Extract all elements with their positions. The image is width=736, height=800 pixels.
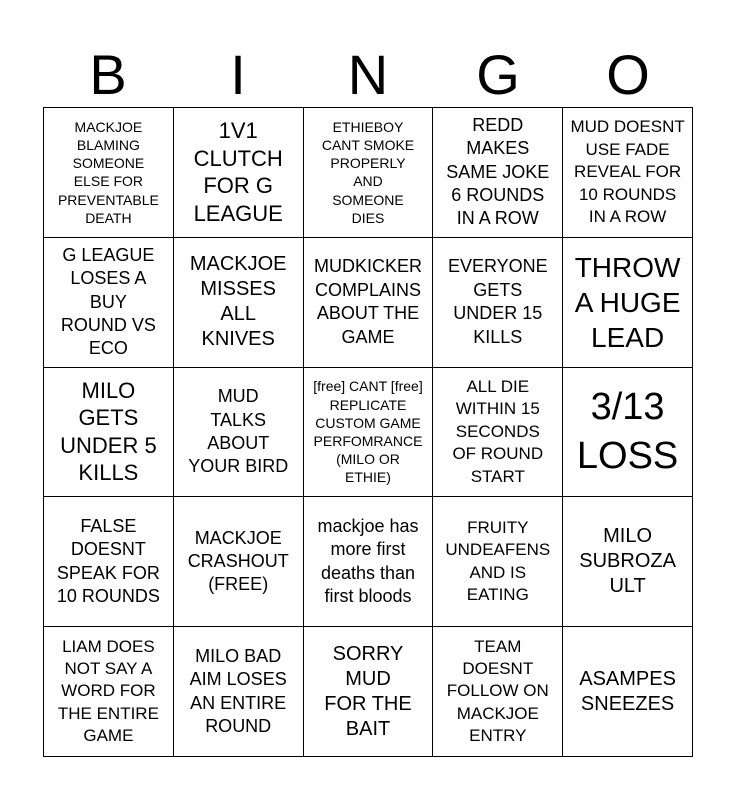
bingo-cell-text: MILO SUBROZA ULT — [579, 525, 676, 598]
bingo-cell[interactable] — [304, 238, 434, 368]
bingo-cell-text: mackjoe has more first deaths than first bloods — [317, 516, 419, 607]
bingo-cell-text: MUD DOESNT USE FADE REVEAL FOR 10 ROUNDS IN A ROW — [570, 117, 685, 227]
bingo-cell-text: MUD TALKS ABOUT YOUR BIRD — [188, 386, 289, 477]
bingo-cell[interactable] — [44, 368, 174, 498]
bingo-cell[interactable] — [433, 497, 563, 627]
bingo-cell[interactable] — [433, 627, 563, 757]
bingo-cell-text: TEAM DOESNT FOLLOW ON MACKJOE ENTRY — [446, 636, 549, 746]
bingo-board — [43, 107, 693, 757]
header-letter-g: G — [476, 43, 520, 106]
bingo-header — [43, 42, 693, 108]
bingo-cell[interactable] — [433, 238, 563, 368]
bingo-cell-text: EVERYONE GETS UNDER 15 KILLS — [447, 256, 548, 347]
bingo-cell-text: MACKJOE BLAMING SOMEONE ELSE FOR PREVENTABLE DEATH — [57, 118, 159, 226]
bingo-cell[interactable] — [563, 497, 693, 627]
bingo-cell[interactable] — [174, 108, 304, 238]
bingo-cell[interactable] — [433, 368, 563, 498]
bingo-cell[interactable] — [304, 368, 434, 498]
bingo-cell-text: MILO BAD AIM LOSES AN ENTIRE ROUND — [189, 645, 287, 736]
bingo-cell-text: THROW A HUGE LEAD — [574, 251, 681, 353]
bingo-cell-text: 1V1 CLUTCH FOR G LEAGUE — [193, 118, 283, 226]
bingo-cell-text: ALL DIE WITHIN 15 SECONDS OF ROUND START — [452, 376, 544, 486]
header-letter-b: B — [89, 43, 127, 106]
bingo-cell-text: G LEAGUE LOSES A BUY ROUND VS ECO — [60, 244, 156, 359]
bingo-cell[interactable] — [304, 497, 434, 627]
bingo-cell-text: REDD MAKES SAME JOKE 6 ROUNDS IN A ROW — [446, 114, 550, 229]
bingo-cell[interactable] — [44, 238, 174, 368]
bingo-cell-text: MILO GETS UNDER 5 KILLS — [60, 377, 157, 486]
bingo-cell-text: SORRY MUD FOR THE BAIT — [324, 642, 412, 740]
bingo-cell-text: [free] CANT [free] REPLICATE CUSTOM GAME PERFOMRANCE (MILO OR ETHIE) — [313, 378, 423, 486]
bingo-cell[interactable] — [563, 238, 693, 368]
header-letter-o: O — [606, 43, 650, 106]
bingo-cell[interactable] — [44, 108, 174, 238]
bingo-cell-text: FALSE DOESNT SPEAK FOR 10 ROUNDS — [56, 516, 160, 607]
bingo-cell[interactable] — [563, 627, 693, 757]
bingo-cell-text: ASAMPES SNEEZES — [579, 667, 676, 715]
header-letter-n: N — [347, 43, 389, 106]
bingo-cell-text: ETHIEBOY CANT SMOKE PROPERLY AND SOMEONE DIES — [321, 118, 415, 226]
bingo-cell-text: MACKJOE MISSES ALL KNIVES — [189, 253, 287, 351]
bingo-cell[interactable] — [174, 627, 304, 757]
bingo-cell-text: FRUITY UNDEAFENS AND IS EATING — [445, 517, 551, 605]
bingo-cell[interactable] — [174, 238, 304, 368]
bingo-cell[interactable] — [304, 627, 434, 757]
bingo-cell-text: LIAM DOES NOT SAY A WORD FOR THE ENTIRE GAME — [57, 636, 159, 746]
bingo-cell-text: MACKJOE CRASHOUT (FREE) — [187, 527, 289, 595]
bingo-cell[interactable] — [44, 627, 174, 757]
header-letter-i: I — [230, 43, 246, 106]
bingo-cell-text: 3/13 LOSS — [576, 385, 679, 477]
bingo-cell[interactable] — [174, 368, 304, 498]
bingo-cell[interactable] — [44, 497, 174, 627]
bingo-cell[interactable] — [304, 108, 434, 238]
bingo-cell-text: MUDKICKER COMPLAINS ABOUT THE GAME — [313, 256, 422, 347]
bingo-cell[interactable] — [563, 108, 693, 238]
bingo-cell[interactable] — [433, 108, 563, 238]
bingo-cell[interactable] — [174, 497, 304, 627]
bingo-cell[interactable] — [563, 368, 693, 498]
